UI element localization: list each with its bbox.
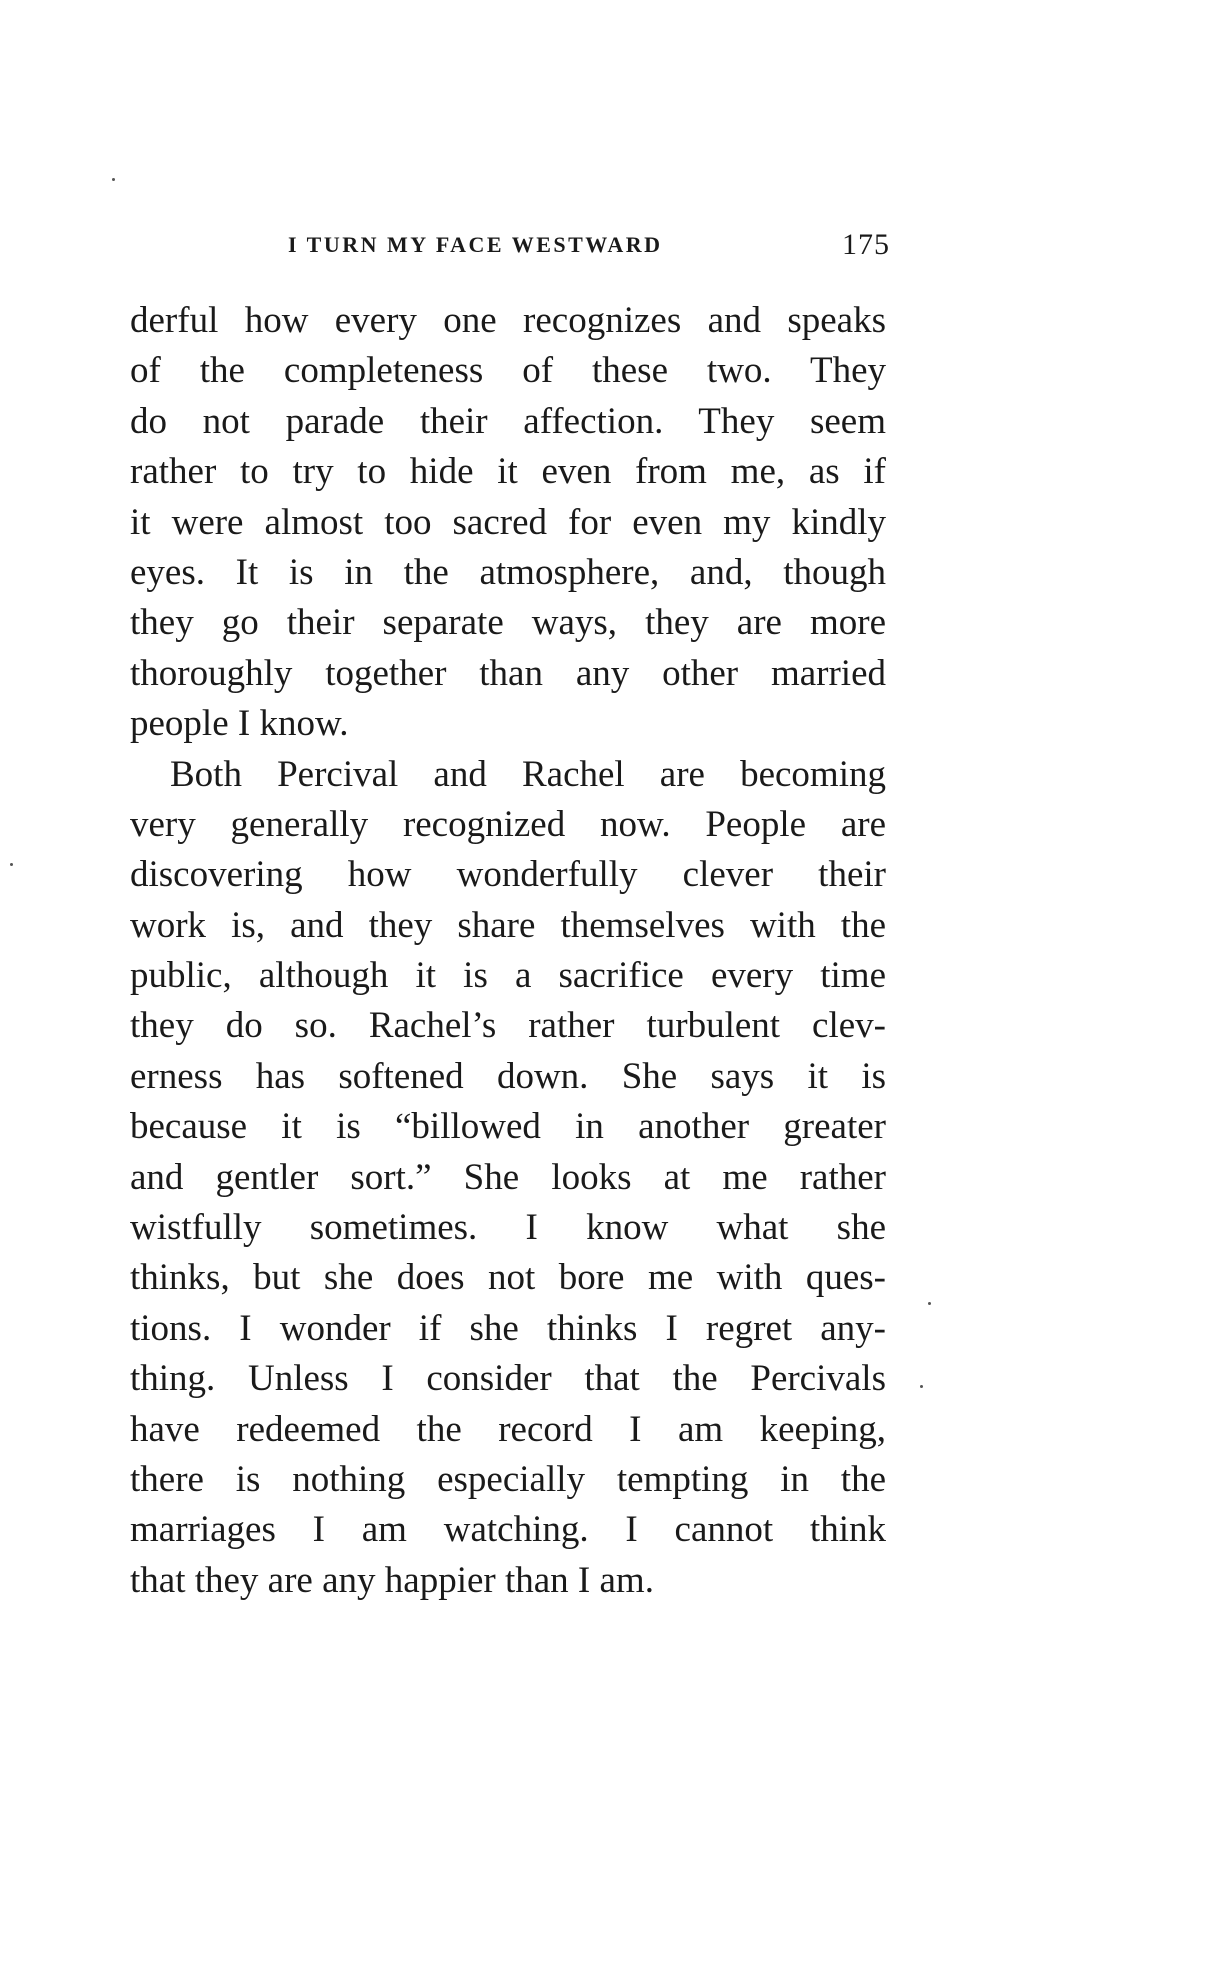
body-text (130, 296, 886, 1606)
paper-speck (10, 863, 13, 866)
text-line: there is nothing especially tempting in the (130, 1458, 886, 1500)
text-line: Both Percival and Rachel are becoming (170, 753, 886, 795)
paragraph-2 (130, 750, 886, 1607)
text-line: of the completeness of these two. They (130, 350, 886, 392)
text-line: they do so. Rachel’s rather turbulent clev- (130, 1005, 886, 1047)
page-number: 175 (842, 228, 890, 261)
text-line: do not parade their affection. They seem (130, 400, 886, 442)
text-line: they go their separate ways, they are more (130, 602, 886, 644)
text-line: tions. I wonder if she thinks I regret any- (130, 1307, 886, 1349)
text-line: people I know. (130, 703, 349, 745)
text-line: have redeemed the record I am keeping, (130, 1408, 886, 1450)
text-line: and gentler sort.” She looks at me rather (130, 1156, 886, 1198)
running-title: I TURN MY FACE WESTWARD (288, 232, 663, 257)
paper-speck (920, 1385, 923, 1388)
text-line: derful how every one recognizes and speaks (130, 300, 886, 341)
text-line: discovering how wonderfully clever their (130, 854, 886, 896)
text-line: wistfully sometimes. I know what she (130, 1207, 886, 1249)
text-line: thinks, but she does not bore me with ques- (130, 1257, 886, 1299)
text-line: eyes. It is in the atmosphere, and, though (130, 551, 886, 593)
text-line: because it is “billowed in another greater (130, 1106, 886, 1148)
text-line: rather to try to hide it even from me, as if (130, 451, 886, 493)
text-line: public, although it is a sacrifice every time (130, 955, 886, 997)
paper-speck (928, 1302, 931, 1305)
text-line: thing. Unless I consider that the Percivals (130, 1358, 886, 1400)
text-line: erness has softened down. She says it is (130, 1055, 886, 1097)
text-line: that they are any happier than I am. (130, 1559, 654, 1601)
text-line: it were almost too sacred for even my kindly (130, 501, 886, 543)
text-line: thoroughly together than any other married (130, 652, 886, 694)
text-line: marriages I am watching. I cannot think (130, 1509, 886, 1551)
paragraph-1 (130, 296, 886, 750)
text-line: very generally recognized now. People are (130, 803, 886, 845)
running-head (130, 228, 890, 272)
text-line: work is, and they share themselves with the (130, 904, 886, 946)
paper-speck (112, 178, 115, 181)
